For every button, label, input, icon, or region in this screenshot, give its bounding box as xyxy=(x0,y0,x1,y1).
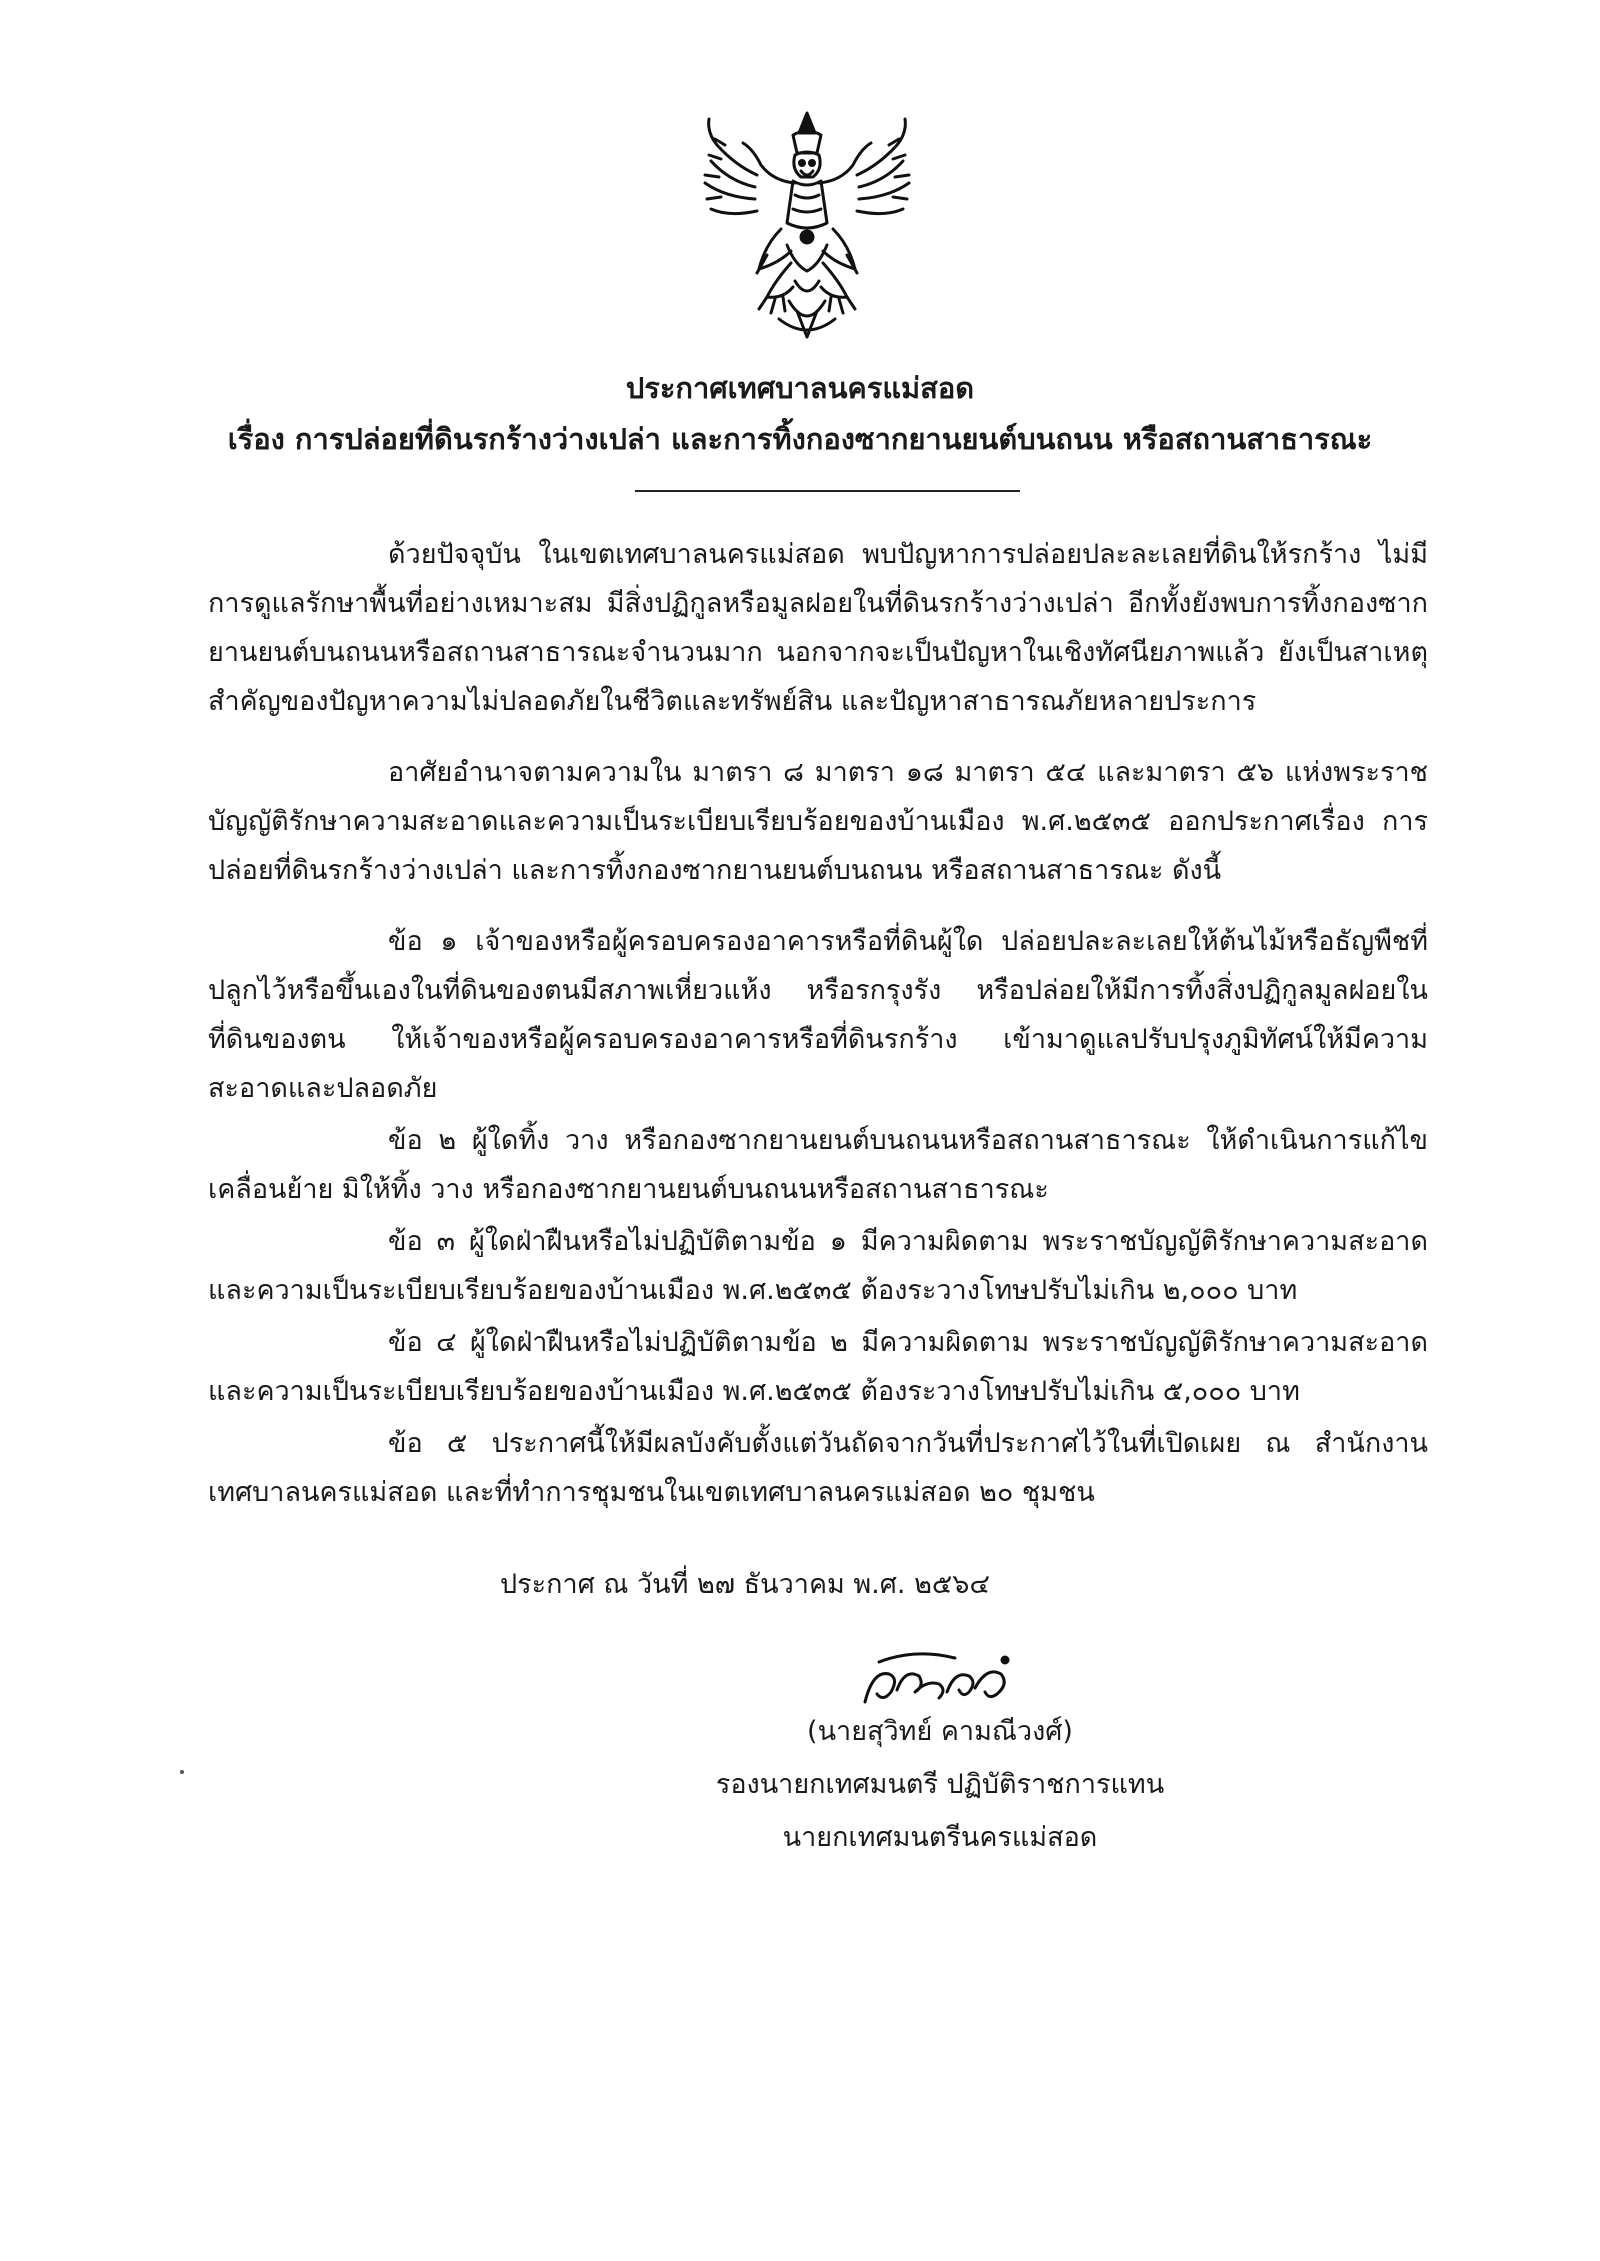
clause-5: ข้อ ๕ ประกาศนี้ให้มีผลบังคับตั้งแต่วันถัดจากวันที่ประกาศไว้ในที่เปิดเผย ณ สำนักงานเทศบาลนครแม่สอด และที่ทำการชุมชนในเขตเทศบาลนครแม่สอด ๒๐ ชุมชน xyxy=(208,1428,1428,1508)
announcement-body xyxy=(208,530,1428,1520)
garuda-emblem-icon xyxy=(695,105,920,345)
announcement-subject: เรื่อง การปล่อยที่ดินรกร้างว่างเปล่า และการทิ้งกองซากยานยนต์บนถนน หรือสถานสาธารณะ xyxy=(227,422,1373,456)
signature-block xyxy=(640,1705,1240,1864)
title-divider xyxy=(635,490,1020,492)
clause-4: ข้อ ๔ ผู้ใดฝ่าฝืนหรือไม่ปฏิบัติตามข้อ ๒ มีความผิดตาม พระราชบัญญัติรักษาความสะอาดและความเป็นระเบียบเรียบร้อยของบ้านเมือง พ.ศ.๒๕๓๕ ต้องระวางโทษปรับไม่เกิน ๕,๐๐๐ บาท xyxy=(208,1327,1428,1407)
announcement-title: ประกาศเทศบาลนครแม่สอด xyxy=(625,371,975,405)
clause-3: ข้อ ๓ ผู้ใดฝ่าฝืนหรือไม่ปฏิบัติตามข้อ ๑ มีความผิดตาม พระราชบัญญัติรักษาความสะอาดและความเป็นระเบียบเรียบร้อยของบ้านเมือง พ.ศ.๒๕๓๕ ต้องระวางโทษปรับไม่เกิน ๒,๐๐๐ บาท xyxy=(208,1226,1428,1306)
paragraph-preamble: ด้วยปัจจุบัน ในเขตเทศบาลนครแม่สอด พบปัญหาการปล่อยปละละเลยที่ดินให้รกร้าง ไม่มีการดูแลรักษาพื้นที่อย่างเหมาะสม มีสิ่งปฏิกูลหรือมูลฝอยในที่ดินรกร้างว่างเปล่า อีกทั้งยังพบการทิ้งกองซากยานยนต์บนถนนหรือสถานสาธารณะจำนวนมาก นอกจากจะเป็นปัญหาในเชิงทัศนียภาพแล้ว ยังเป็นสาเหตุสำคัญของปัญหาความไม่ปลอดภัยในชีวิตและทรัพย์สิน และปัญหาสาธารณภัยหลายประการ xyxy=(208,539,1428,717)
announcement-date: ประกาศ ณ วันที่ ๒๗ ธันวาคม พ.ศ. ๒๕๖๔ xyxy=(500,1569,990,1600)
signer-position: รองนายกเทศมนตรี ปฏิบัติราชการแทน xyxy=(715,1769,1165,1800)
signer-name: (นายสุวิทย์ คามณีวงศ์) xyxy=(807,1716,1073,1747)
signer-authority: นายกเทศมนตรีนครแม่สอด xyxy=(782,1822,1098,1853)
clause-1: ข้อ ๑ เจ้าของหรือผู้ครอบครองอาคารหรือที่ดินผู้ใด ปล่อยปละละเลยให้ต้นไม้หรือธัญพืชที่ปลูกไว้หรือขึ้นเองในที่ดินของตนมีสภาพเหี่ยวแห้ง หรือรกรุงรัง หรือปล่อยให้มีการทิ้งสิ่งปฏิกูลมูลฝอยในที่ดินของตน ให้เจ้าของหรือผู้ครอบครองอาคารหรือที่ดินรกร้าง เข้ามาดูแลปรับปรุงภูมิทัศน์ให้มีความสะอาดและปลอดภัย xyxy=(208,926,1428,1104)
clause-2: ข้อ ๒ ผู้ใดทิ้ง วาง หรือกองซากยานยนต์บนถนนหรือสถานสาธารณะ ให้ดำเนินการแก้ไขเคลื่อนย้าย มิให้ทิ้ง วาง หรือกองซากยานยนต์บนถนนหรือสถานสาธารณะ xyxy=(208,1125,1428,1205)
scan-speck xyxy=(180,1770,184,1774)
paragraph-legal-basis: อาศัยอำนาจตามความใน มาตรา ๘ มาตรา ๑๘ มาตรา ๕๔ และมาตรา ๕๖ แห่งพระราชบัญญัติรักษาความสะอาดและความเป็นระเบียบเรียบร้อยของบ้านเมือง พ.ศ.๒๕๓๕ ออกประกาศเรื่อง การปล่อยที่ดินรกร้างว่างเปล่า และการทิ้งกองซากยานยนต์บนถนน หรือสถานสาธารณะ ดังนี้ xyxy=(208,757,1428,886)
